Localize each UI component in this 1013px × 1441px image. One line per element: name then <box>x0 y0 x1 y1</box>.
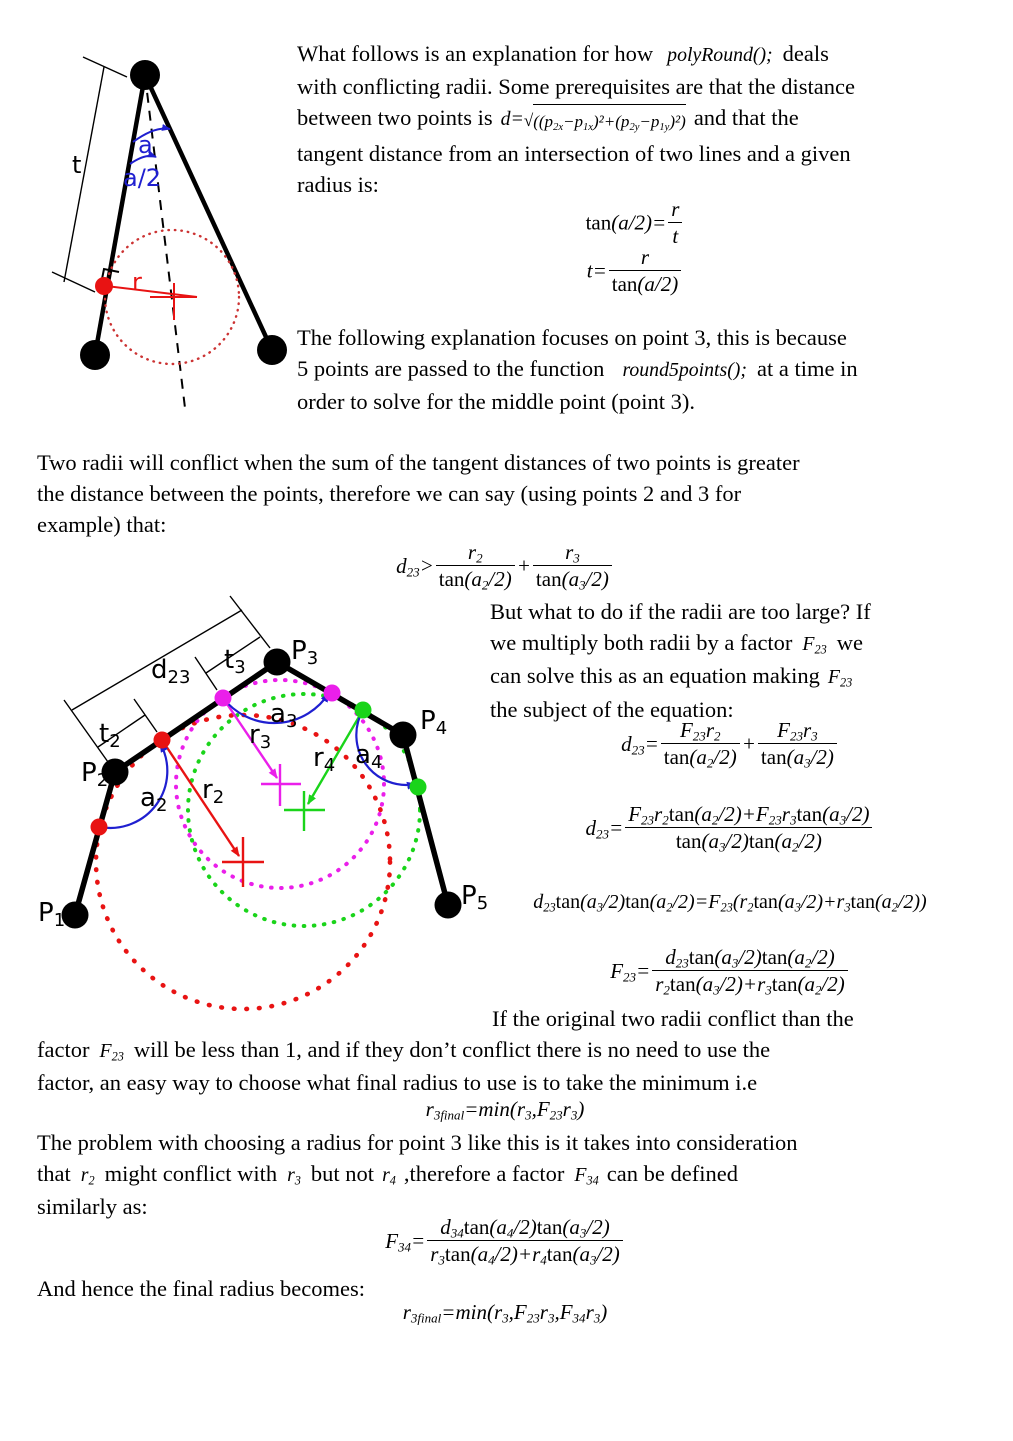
label-P3: P3 <box>291 636 319 669</box>
tangent-distance-diagram <box>28 40 300 425</box>
final-radius-paragraph: And hence the final radius becomes: <box>37 1276 366 1301</box>
factor-paragraph: But what to do if the radii are too large? If we multiply both radii by a factor $F_{23}$ we can solve this as an equation making $F_{23}$ the subject of the equation: <box>490 599 871 722</box>
formula-d23-expanded: $d_{23}\tan(a_3/2)\tan(a_2/2)=F_{23}(r_2\tan(a_3/2)+r_3\tan(a_2/2))$ <box>533 891 927 915</box>
label-t3: t3 <box>224 645 246 678</box>
conflict-paragraph: Two radii will conflict when the sum of the tangent distances of two points is greater the distance between the points, therefore we can say (using points 2 and 3 for example) that: <box>37 450 800 538</box>
formula-d23-factored: $d_{23}=$ $\frac{F_{23}r_2}{\tan(a_2/2)}$ + $\frac{F_{23}r_3}{\tan(a_3/2)}$ <box>555 719 905 773</box>
label-P1: P1 <box>38 898 66 931</box>
circle-center-cross-r2 <box>222 837 264 887</box>
label-t2: t2 <box>99 719 121 752</box>
label-r4: r4 <box>313 743 336 776</box>
label-a: a <box>138 131 153 159</box>
circle-center-cross-r3 <box>261 764 301 806</box>
tangent-point <box>95 277 113 295</box>
f34-paragraph: The problem with choosing a radius for point 3 like this is it takes into consideration that $r_2$ might conflict with $r_3$ but not $r_4$ ,therefore a factor $F_{34}$ can be defined similarly as: <box>37 1130 798 1220</box>
formula-d23-inequality: $d_{23}>$ $\frac{r_2}{\tan(a_2/2)}$ + $\frac{r_3}{\tan(a_3/2)}$ <box>340 541 670 595</box>
label-d23: d23 <box>151 655 191 688</box>
formula-d23-combined: $d_{23}=$ $\frac{F_{23}r_2\tan(a_2/2)+F_{23}r_3\tan(a_3/2)}{\tan(a_3/2)\tan(a_2/2)}$ <box>500 803 960 857</box>
radius-r-line <box>106 283 197 320</box>
formula-F34: $F_{34}=$ $\frac{d_{34}\tan(a_4/2)\tan(a_3/2)}{r_3\tan(a_4/2)+r_4\tan(a_3/2)}$ <box>340 1216 670 1270</box>
label-a2: a2 <box>140 783 168 816</box>
label-a3: a3 <box>270 699 298 732</box>
label-t: t <box>72 151 82 179</box>
label-a-half: a/2 <box>123 164 162 192</box>
minimum-paragraph: If the original two radii conflict than the factor $F_{23}$ will be less than 1, and if they don’t conflict there is no need to use the factor, an easy way to choose what final radius to use is to take the minimum i.e <box>37 1006 854 1096</box>
label-P4: P4 <box>420 706 448 739</box>
label-a4: a4 <box>355 740 383 773</box>
label-P5: P5 <box>461 881 489 914</box>
intro-paragraph: What follows is an explanation for how polyRound(); deals with conflicting radii. Some prerequisites are that the distance between two points is d= √ $((p_{2x}-p_{1x})^2+(p_{2y}-p_{1y})^2)$ and that the tangent distance from an intersection of two lines and a given radius is: <box>297 41 855 197</box>
label-r3: r3 <box>249 720 272 753</box>
point3-paragraph: The following explanation focuses on point 3, this is because 5 points are passed to the function round5points(); at a time in order to solve for the middle point (point 3). <box>297 325 858 415</box>
label-r: r <box>132 268 142 296</box>
label-r2: r2 <box>202 775 225 808</box>
five-point-polygon-diagram <box>25 585 495 1025</box>
label-P2: P2 <box>81 758 109 791</box>
formula-r3final-min3: $r_{3final}=\min(r_3,F_{23}r_3,F_{34}r_3)$ <box>402 1300 608 1326</box>
polygon-path <box>75 662 448 915</box>
formula-t-equals: t= $\frac{r}{\tan(a/2)}$ <box>530 246 740 300</box>
corner-edges <box>95 75 272 355</box>
formula-r3final-min2: $r_{3final}=\min(r_3,F_{23}r_3)$ <box>425 1097 585 1123</box>
formula-F23: $F_{23}=$ $\frac{d_{23}\tan(a_3/2)\tan(a_2/2)}{r_2\tan(a_3/2)+r_3\tan(a_2/2)}$ <box>545 946 915 1000</box>
radius-line-r2 <box>162 740 239 856</box>
circle-center-cross-r4 <box>284 791 325 831</box>
formula-tan-a2: tan(a/2)= $\frac{r}{t}$ <box>530 198 740 252</box>
dimension-t <box>52 57 127 292</box>
angle-bisector-dashed-line <box>145 75 185 408</box>
